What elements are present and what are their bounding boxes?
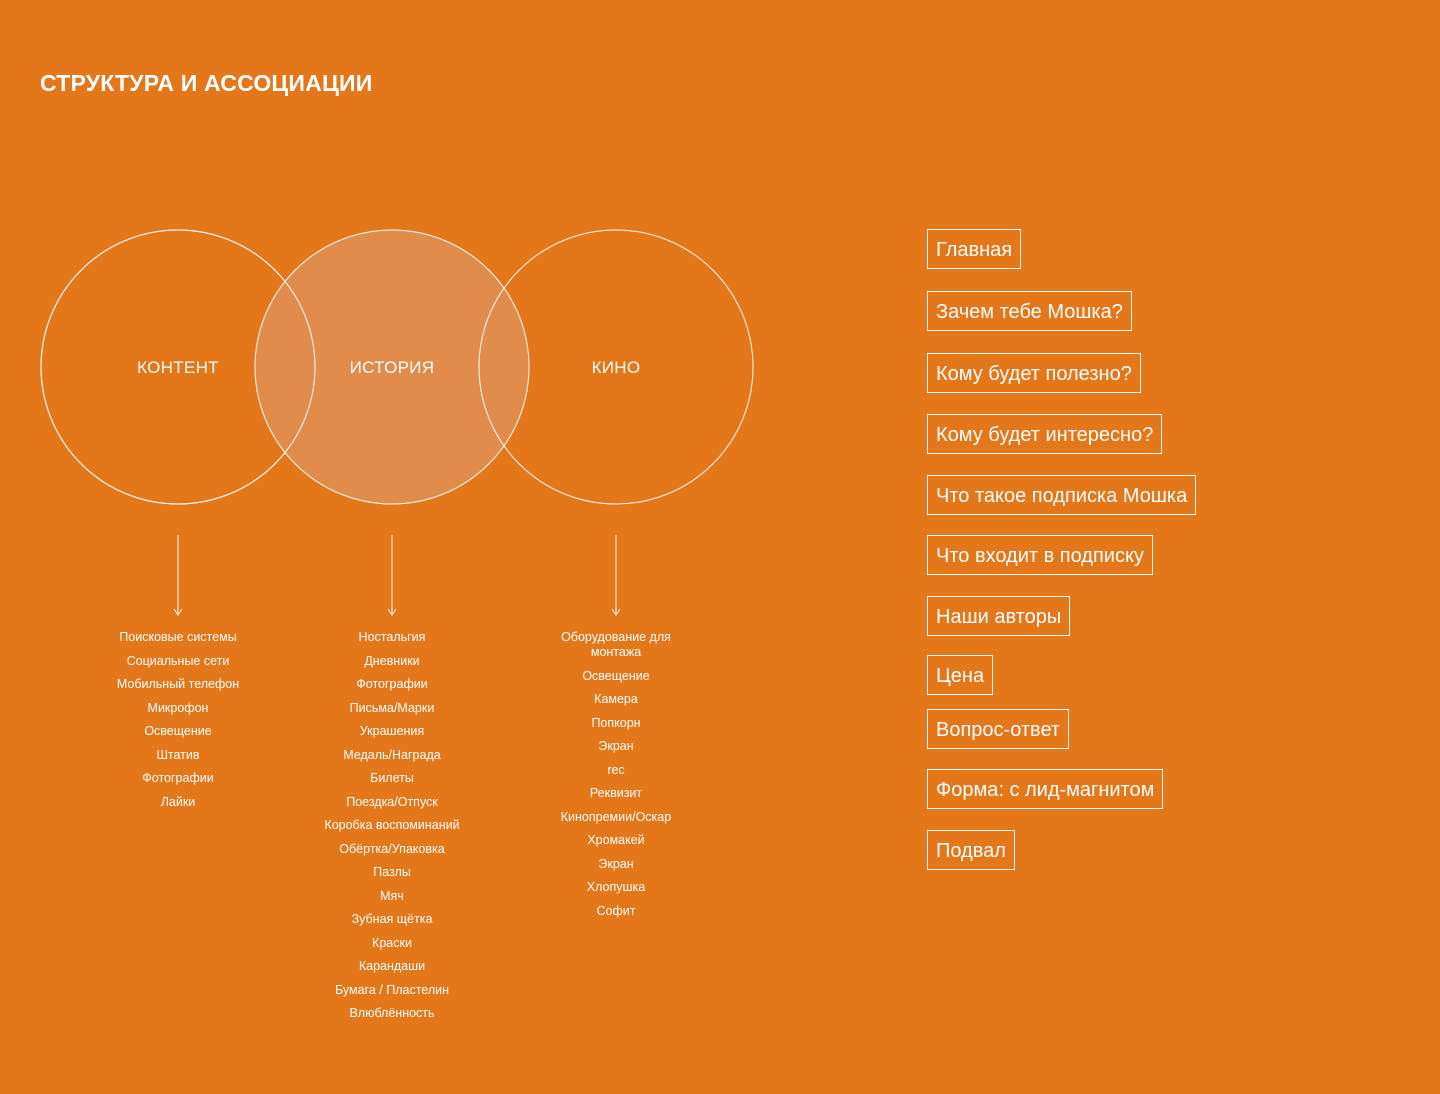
association-item: Зубная щётка [351,912,433,926]
association-item: Камера [594,692,638,706]
association-item: Коробка воспоминаний [324,818,460,832]
association-item: Письма/Марки [349,700,435,715]
venn-label-cinema: КИНО [591,358,641,377]
nav-item[interactable]: Кому будет полезно? [927,353,1141,393]
association-item: Освещение [144,724,212,738]
venn-label-history: ИСТОРИЯ [349,358,435,377]
association-item: Оборудование для монтажа [561,630,671,659]
venn-label-content: КОНТЕНТ [137,358,219,377]
association-item: Медаль/Награда [343,747,441,762]
association-item: Экран [598,856,634,871]
association-item: Хлопушка [586,880,646,894]
association-item: Кинопремии/Оскар [560,809,672,824]
nav-item[interactable]: Что такое подписка Мошка [927,475,1196,515]
association-item: Фотографии [142,771,214,785]
association-item: Мобильный телефон [116,677,240,691]
association-item: Софит [596,903,636,918]
association-item: Лайки [160,794,196,809]
association-item: Микрофон [147,700,209,715]
association-item: Дневники [364,653,420,668]
association-item: Украшения [359,724,425,738]
association-item: Поездка/Отпуск [346,794,438,809]
associations-history-list [297,630,487,1030]
association-item: Поисковые системы [119,630,237,644]
arrow-down-icon [172,535,184,617]
page-title: СТРУКТУРА И АССОЦИАЦИИ [40,70,373,96]
association-item: Освещение [582,668,650,683]
nav-item[interactable]: Вопрос-ответ [927,709,1069,749]
nav-item[interactable]: Цена [927,655,993,695]
venn-diagram [0,0,800,560]
association-item: Штатив [156,747,200,762]
association-item: Реквизит [589,786,643,800]
nav-item[interactable]: Кому будет интересно? [927,414,1162,454]
association-item: Краски [372,935,412,950]
association-item: Социальные сети [126,653,230,668]
nav-item[interactable]: Зачем тебе Мошка? [927,291,1132,331]
association-item: Мяч [380,888,404,903]
association-item: Бумага / Пластелин [334,982,450,997]
associations-content-list [83,630,273,818]
arrow-down-icon [386,535,398,617]
association-item: Хромакей [587,833,645,847]
association-item: Карандаши [358,959,426,973]
association-item: rec [607,762,625,777]
association-item: Фотографии [356,677,428,691]
nav-item[interactable]: Форма: с лид-магнитом [927,769,1163,809]
associations-cinema-list [521,630,711,927]
association-item: Пазлы [373,865,411,879]
association-item: Экран [598,739,634,753]
nav-item[interactable]: Что входит в подписку [927,535,1153,575]
nav-item[interactable]: Главная [927,229,1021,269]
association-item: Попкорн [591,715,641,730]
association-item: Влюблённость [349,1006,435,1020]
arrow-down-icon [610,535,622,617]
association-item: Обёртка/Упаковка [339,841,445,856]
association-item: Ностальгия [358,630,426,644]
nav-item[interactable]: Наши авторы [927,596,1070,636]
association-item: Билеты [370,771,414,785]
nav-item[interactable]: Подвал [927,830,1015,870]
